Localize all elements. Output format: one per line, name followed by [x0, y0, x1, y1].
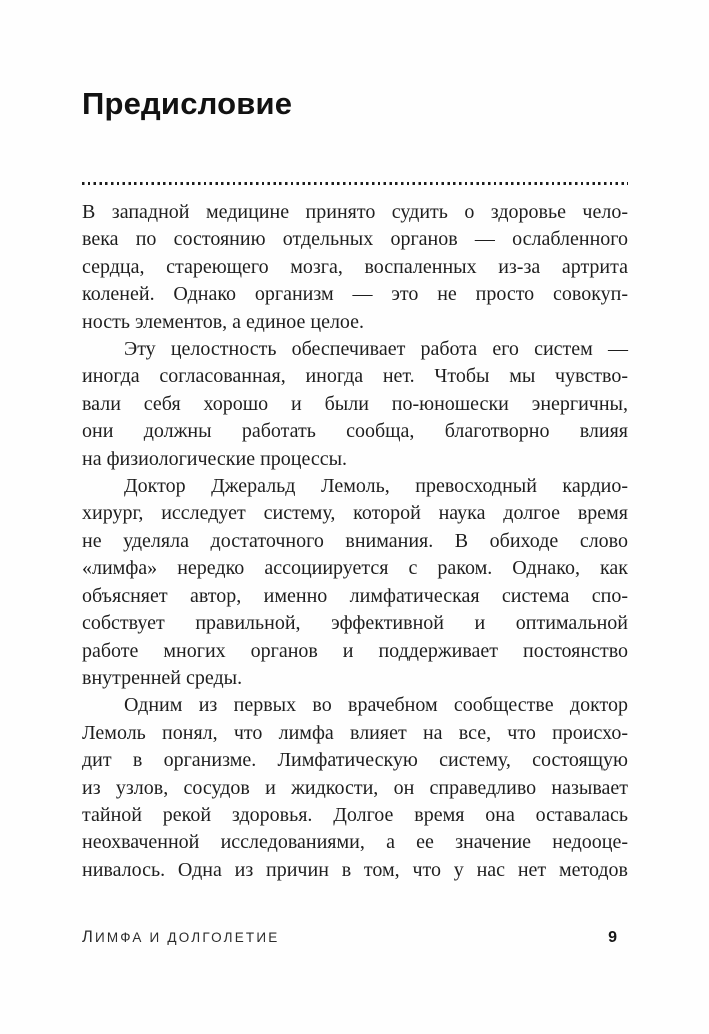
text-line: века по состоянию отдельных органов — ослабленного: [82, 228, 628, 251]
text-line: Эту целостность обеспечивает работа его систем —: [124, 338, 628, 361]
paragraph: [82, 336, 628, 473]
text-line: «лимфа» нередко ассоциируется с раком. Однако, как: [82, 557, 628, 580]
text-line: неохваченной исследованиями, а ее значение недооце-: [82, 831, 628, 854]
text-line: вали себя хорошо и были по-юношески энергичны,: [82, 392, 628, 415]
text-line: объясняет автор, именно лимфатическая система спо-: [82, 584, 628, 607]
text-line: они должны работать сообща, благотворно влияя: [82, 420, 628, 443]
text-line: тайной рекой здоровья. Долгое время она оставалась: [82, 803, 628, 826]
text-line: коленей. Однако организм — это не просто совокуп-: [82, 283, 628, 306]
text-line: собствует правильной, эффективной и оптимальной: [82, 612, 628, 635]
text-line: дит в организме. Лимфатическую систему, состоящую: [82, 749, 628, 772]
text-line: В западной медицине принято судить о здоровье чело-: [82, 201, 628, 223]
running-title: ЛИМФА И ДОЛГОЛЕТИЕ: [82, 928, 280, 946]
text-line: хирург, исследует систему, которой наука долгое время: [82, 502, 628, 525]
paragraph: [82, 473, 628, 692]
text-line: работе многих органов и поддерживает постоянство: [82, 639, 628, 662]
dotted-separator: [82, 182, 628, 185]
text-line: Доктор Джеральд Лемоль, превосходный кардио-: [124, 475, 628, 498]
text-line: не уделяла достаточного внимания. В обиходе слово: [82, 529, 628, 552]
text-line: Лемоль понял, что лимфа влияет на все, что происхо-: [82, 721, 628, 744]
paragraph: [82, 692, 628, 884]
body-text: [82, 199, 628, 884]
chapter-heading: Предисловие: [82, 86, 293, 121]
text-line: на физиологические процессы.: [82, 447, 348, 470]
page-footer: [82, 928, 627, 947]
page-number: 9: [608, 929, 617, 946]
text-line: ность элементов, а единое целое.: [82, 310, 365, 333]
text-line: внутренней среды.: [82, 666, 243, 689]
text-line: Одним из первых во врачебном сообществе доктор: [124, 694, 628, 717]
text-line: нивалось. Одна из причин в том, что у нас нет методов: [82, 858, 628, 881]
text-line: из узлов, сосудов и жидкости, он справедливо называет: [82, 776, 628, 799]
paragraph: [82, 199, 628, 336]
text-line: сердца, стареющего мозга, воспаленных из-за артрита: [82, 255, 628, 278]
text-line: иногда согласованная, иногда нет. Чтобы мы чувство-: [82, 365, 628, 388]
